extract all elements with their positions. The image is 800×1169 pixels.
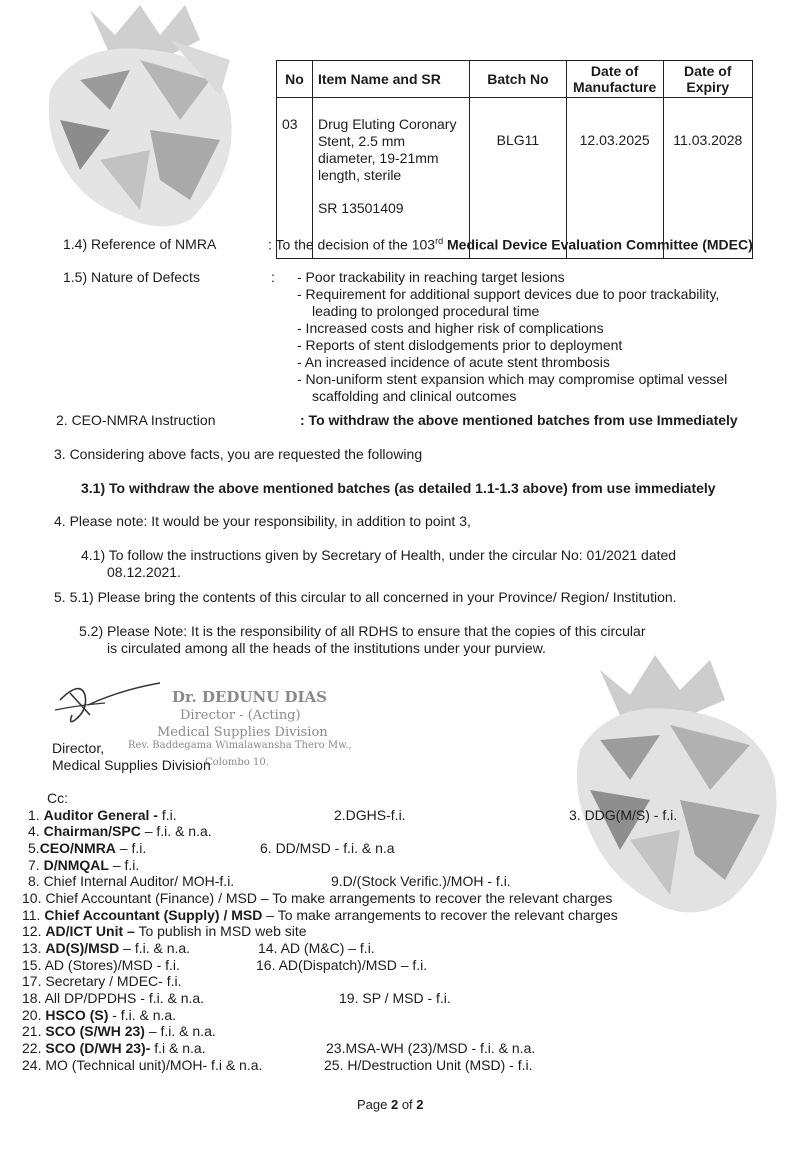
cc-item: 1. Auditor General - f.i.: [28, 807, 177, 823]
section-4-sub-line1: 4.1) To follow the instructions given by Secretary of Health, under the circular No: 01/2021 dated: [81, 547, 677, 563]
signature-icon: [50, 675, 170, 735]
table-header-row: [277, 61, 753, 98]
section-5-sub-line2: is circulated among all the heads of the institutions under your purview.: [107, 640, 546, 656]
lion-crown-watermark-icon: [560, 640, 800, 930]
expiry-date: 11.03.2028: [663, 98, 752, 259]
column-header: Date of Expiry: [663, 61, 752, 98]
defect-item: leading to prolonged procedural time: [312, 303, 540, 319]
page-number: Page 2 of 2: [357, 1097, 424, 1112]
cc-item: 7. D/NMQAL – f.i.: [28, 857, 140, 873]
cc-item: 5.CEO/NMRA – f.i.: [28, 840, 147, 856]
cc-item: 20. HSCO (S) - f.i. & n.a.: [22, 1007, 177, 1023]
cc-item: 21. SCO (S/WH 23) – f.i. & n.a.: [22, 1023, 216, 1039]
cc-item: 25. H/Destruction Unit (MSD) - f.i.: [324, 1057, 533, 1073]
cc-item: 16. AD(Dispatch)/MSD – f.i.: [256, 957, 428, 973]
section-3-sub: 3.1) To withdraw the above mentioned batches (as detailed 1.1-1.3 above) from use immediately: [81, 480, 716, 496]
section-5-text: 5. 5.1) Please bring the contents of this circular to all concerned in your Province/ Region/ Institution.: [54, 589, 677, 605]
batch-number: BLG11: [470, 98, 567, 259]
cc-item: 13. AD(S)/MSD – f.i. & n.a.: [22, 940, 191, 956]
reference-text: : To the decision of the 103: [268, 236, 436, 253]
column-header: Batch No: [470, 61, 567, 98]
cc-item: 12. AD/ICT Unit – To publish in MSD web site: [22, 923, 307, 939]
column-header: Date of Manufacture: [566, 61, 663, 98]
manufacture-date: 12.03.2025: [566, 98, 663, 259]
cc-item: 14. AD (M&C) – f.i.: [258, 940, 375, 956]
cc-item: 11. Chief Accountant (Supply) / MSD – To make arrangements to recover the relevant charges: [22, 907, 618, 923]
items-table: [276, 60, 753, 259]
item-name-cell: [312, 98, 469, 259]
item-number: 03: [277, 98, 313, 259]
cc-item: 9.D/(Stock Verific.)/MOH - f.i.: [331, 873, 511, 889]
column-header: Item Name and SR: [312, 61, 469, 98]
item-name: Drug Eluting Coronary Stent, 2.5 mm diameter, 19-21mm length, sterile: [317, 116, 457, 183]
defect-item: - Reports of stent dislodgements prior to deployment: [297, 337, 623, 353]
defect-item: scaffolding and clinical outcomes: [312, 388, 517, 404]
reference-committee: Medical Device Evaluation Committee (MDEC): [443, 236, 753, 253]
cc-item: 19. SP / MSD - f.i.: [339, 990, 451, 1006]
reference-label: 1.4) Reference of NMRA: [63, 236, 217, 252]
cc-item: 24. MO (Technical unit)/MOH- f.i & n.a.: [22, 1057, 263, 1073]
table-row: [277, 98, 753, 259]
reference-sup: rd: [435, 236, 444, 246]
cc-item: 6. DD/MSD - f.i. & n.a: [260, 840, 395, 856]
cc-item: 4. Chairman/SPC – f.i. & n.a.: [28, 823, 212, 839]
reference-value: [268, 236, 753, 253]
stamp-division: Medical Supplies Division: [157, 725, 328, 740]
section-5-sub-line1: 5.2) Please Note: It is the responsibility of all RDHS to ensure that the copies of this circular: [79, 623, 646, 639]
defect-item: - Poor trackability in reaching target lesions: [297, 269, 565, 285]
cc-item: 2.DGHS-f.i.: [334, 807, 406, 823]
stamp-name: Dr. DEDUNU DIAS: [172, 688, 328, 706]
cc-item: 3. DDG(M/S) - f.i.: [569, 807, 678, 823]
defect-item: - Increased costs and higher risk of complications: [297, 320, 604, 336]
item-sr: SR 13501409: [317, 200, 404, 216]
section-3-text: 3. Considering above facts, you are requested the following: [54, 446, 423, 462]
signatory-title: Director,: [52, 740, 105, 756]
defect-item: - Requirement for additional support devices due to poor trackability,: [297, 286, 720, 302]
instruction-label: 2. CEO-NMRA Instruction: [56, 412, 216, 428]
cc-item: 18. All DP/DPDHS - f.i. & n.a.: [22, 990, 205, 1006]
cc-heading: Cc:: [47, 790, 68, 806]
column-header: No: [277, 61, 313, 98]
signatory-division: Medical Supplies Division: [52, 757, 211, 773]
stamp-address: Rev. Baddegama Wimalawansha Thero Mw.,: [128, 740, 352, 751]
section-4-sub-line2: 08.12.2021.: [107, 564, 181, 580]
cc-item: 15. AD (Stores)/MSD - f.i.: [22, 957, 180, 973]
defect-item: - Non-uniform stent expansion which may compromise optimal vessel: [297, 371, 728, 387]
defects-colon: :: [271, 269, 275, 285]
cc-item: 10. Chief Accountant (Finance) / MSD – To make arrangements to recover the relevant charges: [22, 890, 613, 906]
lion-crown-watermark-icon: [20, 0, 280, 235]
cc-item: 17. Secretary / MDEC- f.i.: [22, 973, 182, 989]
stamp-city: Colombo 10.: [205, 757, 269, 768]
cc-item: 22. SCO (D/WH 23)- f.i & n.a.: [22, 1040, 206, 1056]
cc-item: 23.MSA-WH (23)/MSD - f.i. & n.a.: [326, 1040, 536, 1056]
instruction-value: : To withdraw the above mentioned batches from use Immediately: [300, 412, 738, 428]
cc-item: 8. Chief Internal Auditor/ MOH-f.i.: [28, 873, 235, 889]
section-4-text: 4. Please note: It would be your responsibility, in addition to point 3,: [54, 513, 471, 529]
defect-item: - An increased incidence of acute stent thrombosis: [297, 354, 610, 370]
defects-label: 1.5) Nature of Defects: [63, 269, 200, 285]
stamp-title: Director - (Acting): [180, 708, 301, 723]
